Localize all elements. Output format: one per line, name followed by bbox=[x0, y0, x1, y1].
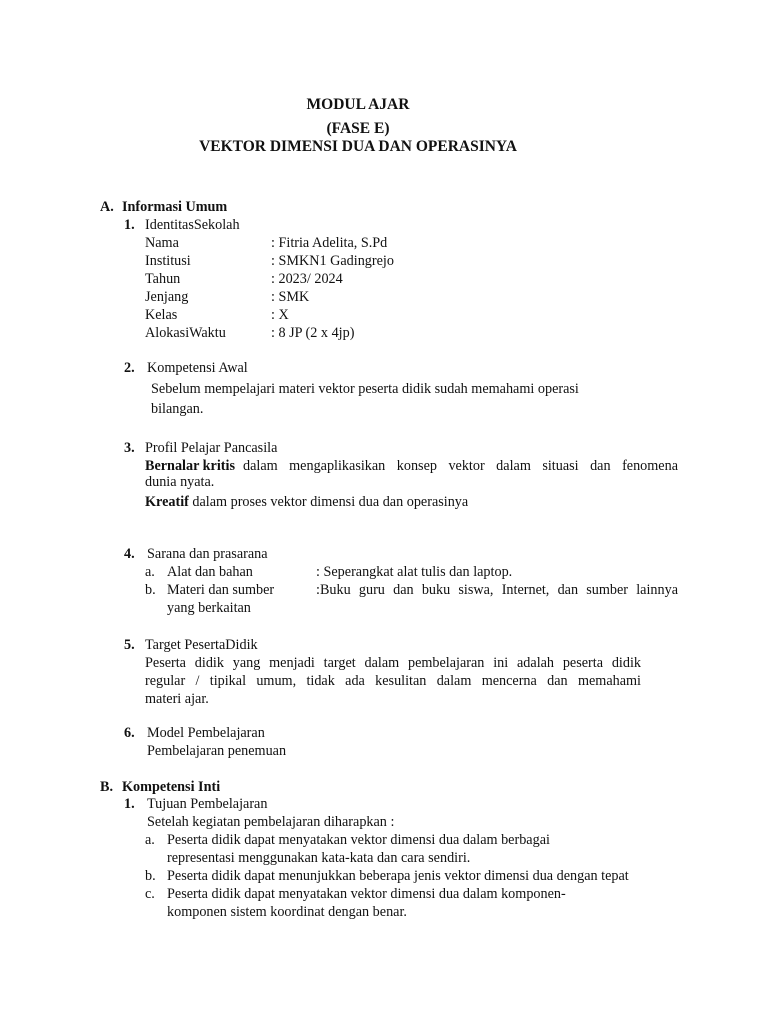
sarana-item-marker: b. bbox=[145, 582, 156, 598]
tujuan-number: 1. bbox=[124, 796, 135, 812]
tujuan-item-text: Peserta didik dapat menunjukkan beberapa jenis vektor dimensi dua dengan tepat bbox=[167, 868, 629, 884]
sarana-item-value: :Buku guru dan buku siswa, Internet, dan sumber lainnya bbox=[316, 582, 678, 598]
module-phase: (FASE E) bbox=[326, 120, 390, 137]
model-number: 6. bbox=[124, 725, 135, 741]
profil-kreatif-text: dalam proses vektor dimensi dua dan operasinya bbox=[188, 494, 469, 510]
target-number: 5. bbox=[124, 637, 135, 653]
tujuan-heading: Tujuan Pembelajaran bbox=[147, 796, 268, 812]
tujuan-item-text: Peserta didik dapat menyatakan vektor dimensi dua dalam komponen- bbox=[167, 886, 566, 902]
identity-label: Nama bbox=[145, 235, 179, 251]
identity-value: : SMKN1 Gadingrejo bbox=[271, 253, 394, 269]
section-a-heading: Informasi Umum bbox=[122, 199, 228, 215]
kompetensi-awal-number: 2. bbox=[124, 360, 135, 376]
profil-point-bernalar bbox=[145, 457, 678, 475]
profil-kreatif-label: Kreatif bbox=[145, 494, 189, 510]
kompetensi-awal-text: bilangan. bbox=[151, 401, 204, 417]
target-heading: Target PesertaDidik bbox=[145, 637, 258, 653]
identity-value: : X bbox=[271, 307, 289, 323]
module-subtitle: VEKTOR DIMENSI DUA DAN OPERASINYA bbox=[199, 138, 517, 155]
identity-value: : Fitria Adelita, S.Pd bbox=[271, 235, 388, 251]
identity-label: Jenjang bbox=[145, 289, 189, 305]
target-text: Peserta didik yang menjadi target dalam pembelajaran ini adalah peserta didik bbox=[145, 655, 641, 671]
identity-label: Kelas bbox=[145, 307, 178, 323]
identity-label: Institusi bbox=[145, 253, 191, 269]
target-text: materi ajar. bbox=[145, 691, 209, 707]
tujuan-intro: Setelah kegiatan pembelajaran diharapkan : bbox=[147, 814, 395, 830]
tujuan-item-text: Peserta didik dapat menyatakan vektor dimensi dua dalam berbagai bbox=[167, 832, 550, 848]
kompetensi-awal-heading: Kompetensi Awal bbox=[147, 360, 248, 376]
sarana-number: 4. bbox=[124, 546, 135, 562]
profil-bernalar-text: dalam mengaplikasikan konsep vektor dalam situasi dan fenomena bbox=[242, 458, 678, 474]
model-text: Pembelajaran penemuan bbox=[147, 743, 287, 759]
identity-value: : SMK bbox=[271, 289, 310, 305]
section-b-heading: Kompetensi Inti bbox=[122, 779, 221, 795]
sarana-heading: Sarana dan prasarana bbox=[147, 546, 268, 562]
identitas-heading: IdentitasSekolah bbox=[145, 217, 240, 233]
kompetensi-awal-text: Sebelum mempelajari materi vektor peserta didik sudah memahami operasi bbox=[151, 381, 579, 397]
identity-label: Tahun bbox=[145, 271, 181, 287]
profil-heading: Profil Pelajar Pancasila bbox=[145, 440, 278, 456]
sarana-item-label-cont: yang berkaitan bbox=[167, 600, 251, 616]
section-a-marker: A. bbox=[100, 199, 114, 215]
identitas-number: 1. bbox=[124, 217, 135, 233]
tujuan-item-text-cont: representasi menggunakan kata-kata dan cara sendiri. bbox=[167, 850, 471, 866]
section-b-marker: B. bbox=[100, 779, 114, 795]
tujuan-item-text-cont: komponen sistem koordinat dengan benar. bbox=[167, 904, 407, 920]
profil-point-kreatif bbox=[145, 493, 468, 511]
sarana-item-marker: a. bbox=[145, 564, 155, 580]
identity-value: : 2023/ 2024 bbox=[271, 271, 343, 287]
identity-value: : 8 JP (2 x 4jp) bbox=[271, 325, 355, 341]
profil-bernalar-text-cont: dunia nyata. bbox=[145, 474, 215, 490]
sarana-item-value: : Seperangkat alat tulis dan laptop. bbox=[316, 564, 513, 580]
identity-label: AlokasiWaktu bbox=[145, 325, 226, 341]
sarana-item-label: Materi dan sumber bbox=[167, 582, 275, 598]
target-text: regular / tipikal umum, tidak ada kesulitan dalam mencerna dan memahami bbox=[145, 673, 641, 689]
tujuan-item-marker: a. bbox=[145, 832, 155, 848]
sarana-item-label: Alat dan bahan bbox=[167, 564, 253, 580]
module-title: MODUL AJAR bbox=[306, 96, 410, 113]
profil-number: 3. bbox=[124, 440, 135, 456]
profil-bernalar-label: Bernalar kritis bbox=[145, 458, 235, 474]
tujuan-item-marker: b. bbox=[145, 868, 156, 884]
tujuan-item-marker: c. bbox=[145, 886, 155, 902]
model-heading: Model Pembelajaran bbox=[147, 725, 265, 741]
